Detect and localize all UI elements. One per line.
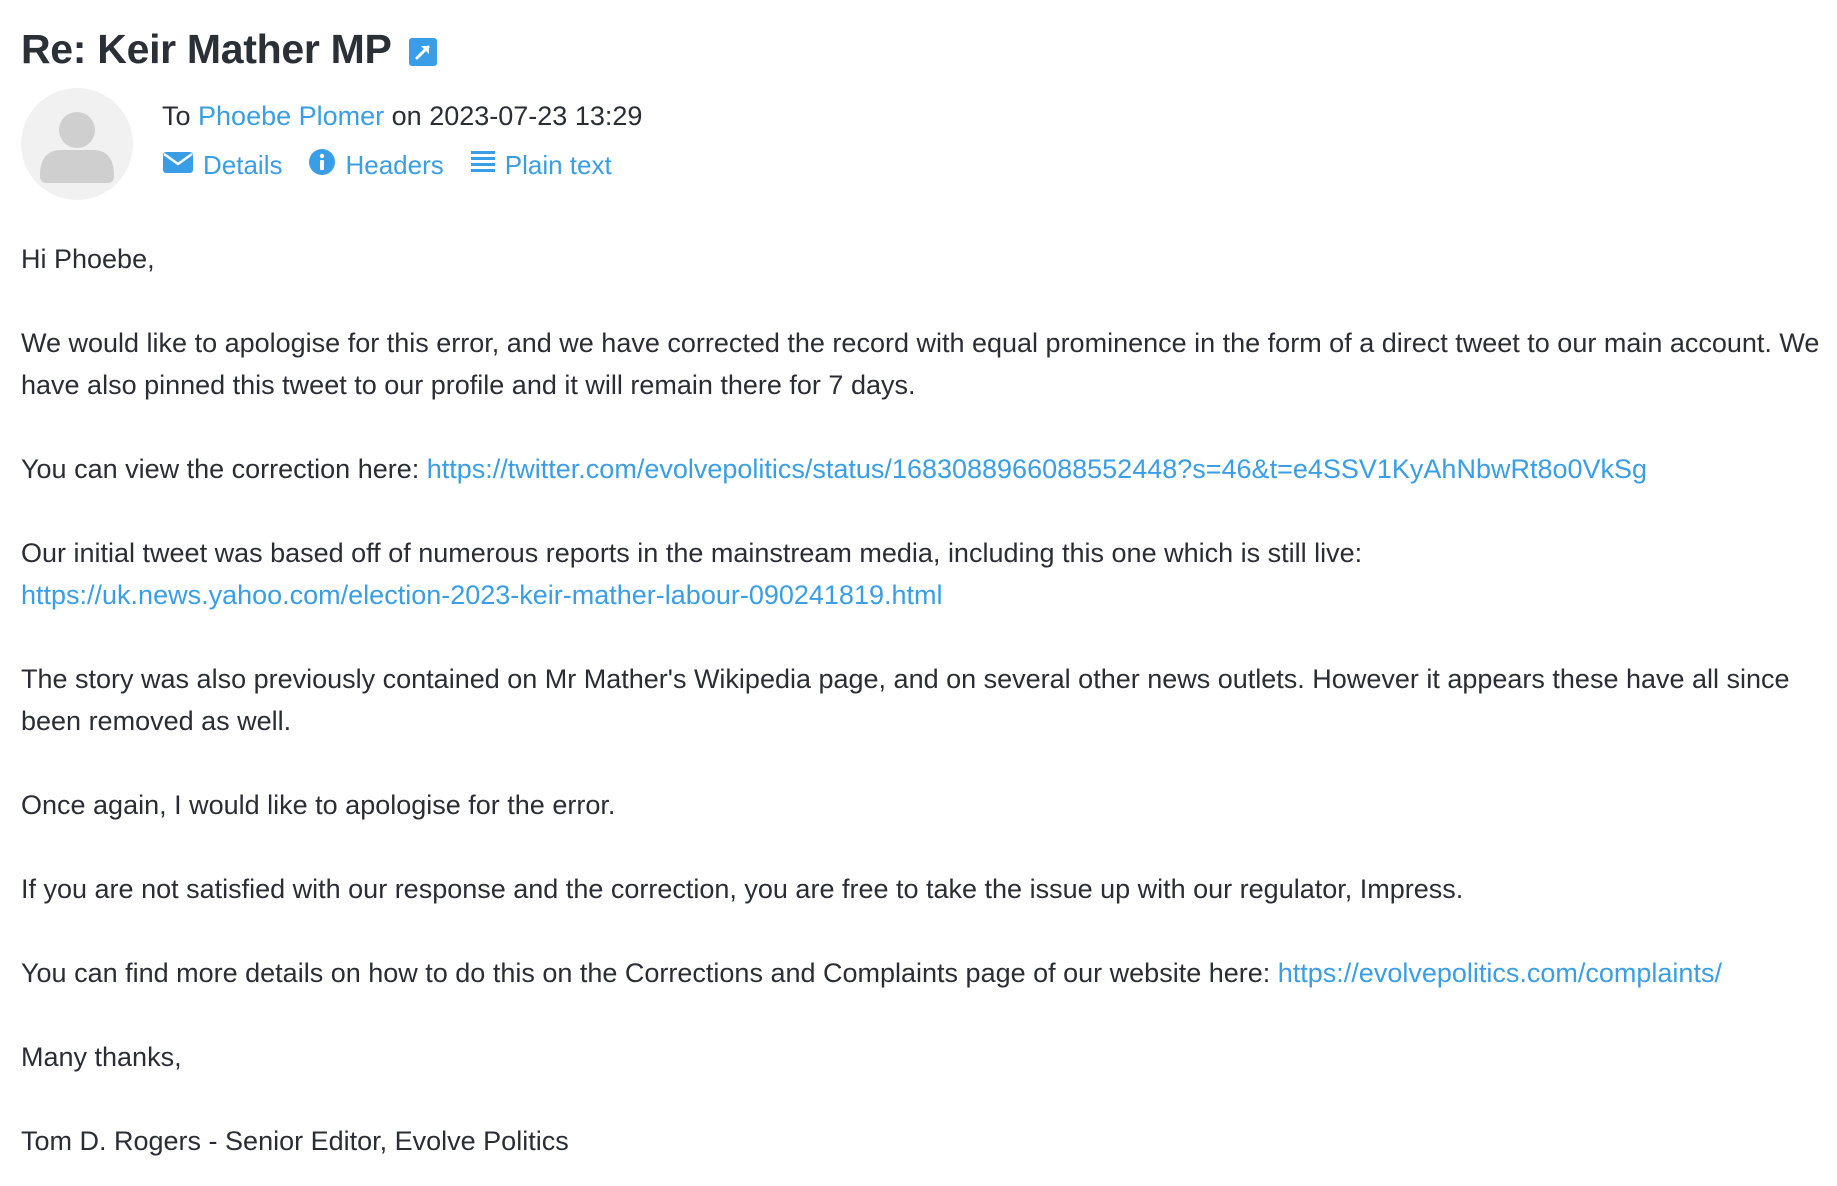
plain-text-button[interactable]	[470, 149, 612, 182]
recipient-line	[162, 98, 642, 134]
signoff: Many thanks,	[21, 1042, 182, 1072]
greeting: Hi Phoebe,	[21, 244, 155, 274]
lines-icon	[470, 149, 505, 182]
body-paragraph-5: Once again, I would like to apologise for the error.	[21, 790, 616, 820]
plain-text-label: Plain text	[504, 150, 612, 180]
yahoo-article-link[interactable]: https://uk.news.yahoo.com/election-2023-keir-mather-labour-090241819.html	[21, 580, 943, 610]
body-paragraph-7	[21, 952, 1821, 994]
body-paragraph-6: If you are not satisfied with our response and the correction, you are free to take the issue up with our regulator, Impress.	[21, 874, 1464, 904]
headers-label: Headers	[345, 150, 444, 180]
complaints-link[interactable]: https://evolvepolitics.com/complaints/	[1277, 958, 1722, 988]
subject-row	[21, 20, 1821, 78]
message-date: 2023-07-23 13:29	[429, 101, 643, 131]
date-prefix: on	[384, 101, 430, 131]
message-view	[21, 20, 1827, 1162]
body-paragraph-1: We would like to apologise for this error, and we have corrected the record with equal prominence in the form of a direct tweet to our main account. We have also pinned this tweet to our profile and it will remain there for 7 days.	[21, 328, 1827, 400]
details-button[interactable]	[162, 149, 282, 182]
body-paragraph-4: The story was also previously contained on Mr Mather's Wikipedia page, and on several other news outlets. However it appears these have all since been removed as well.	[21, 664, 1798, 736]
message-actions	[162, 148, 642, 183]
info-icon	[308, 148, 345, 183]
external-link-icon[interactable]	[408, 37, 438, 67]
body-paragraph-3	[21, 532, 1821, 616]
message-subject: Re: Keir Mather MP	[21, 25, 392, 72]
avatar	[21, 88, 133, 200]
correction-link[interactable]: https://twitter.com/evolvepolitics/status/1683088966088552448?s=46&t=e4SSV1KyAhNbwRt8o0VkSg	[426, 454, 1648, 484]
envelope-icon	[162, 149, 203, 182]
signature: Tom D. Rogers - Senior Editor, Evolve Politics	[21, 1126, 569, 1156]
recipient-link[interactable]: Phoebe Plomer	[198, 101, 385, 131]
initial-tweet-text: Our initial tweet was based off of numerous reports in the mainstream media, including this one which is still live:	[21, 538, 1363, 568]
complaints-text: You can find more details on how to do this on the Corrections and Complaints page of our website here:	[21, 958, 1278, 988]
message-header	[21, 88, 1821, 208]
to-prefix: To	[162, 101, 199, 131]
correction-text: You can view the correction here:	[21, 454, 427, 484]
headers-button[interactable]	[308, 148, 443, 183]
body-paragraph-2	[21, 448, 1821, 490]
message-body	[21, 238, 1827, 1162]
message-meta	[162, 98, 642, 183]
details-label: Details	[203, 150, 283, 180]
